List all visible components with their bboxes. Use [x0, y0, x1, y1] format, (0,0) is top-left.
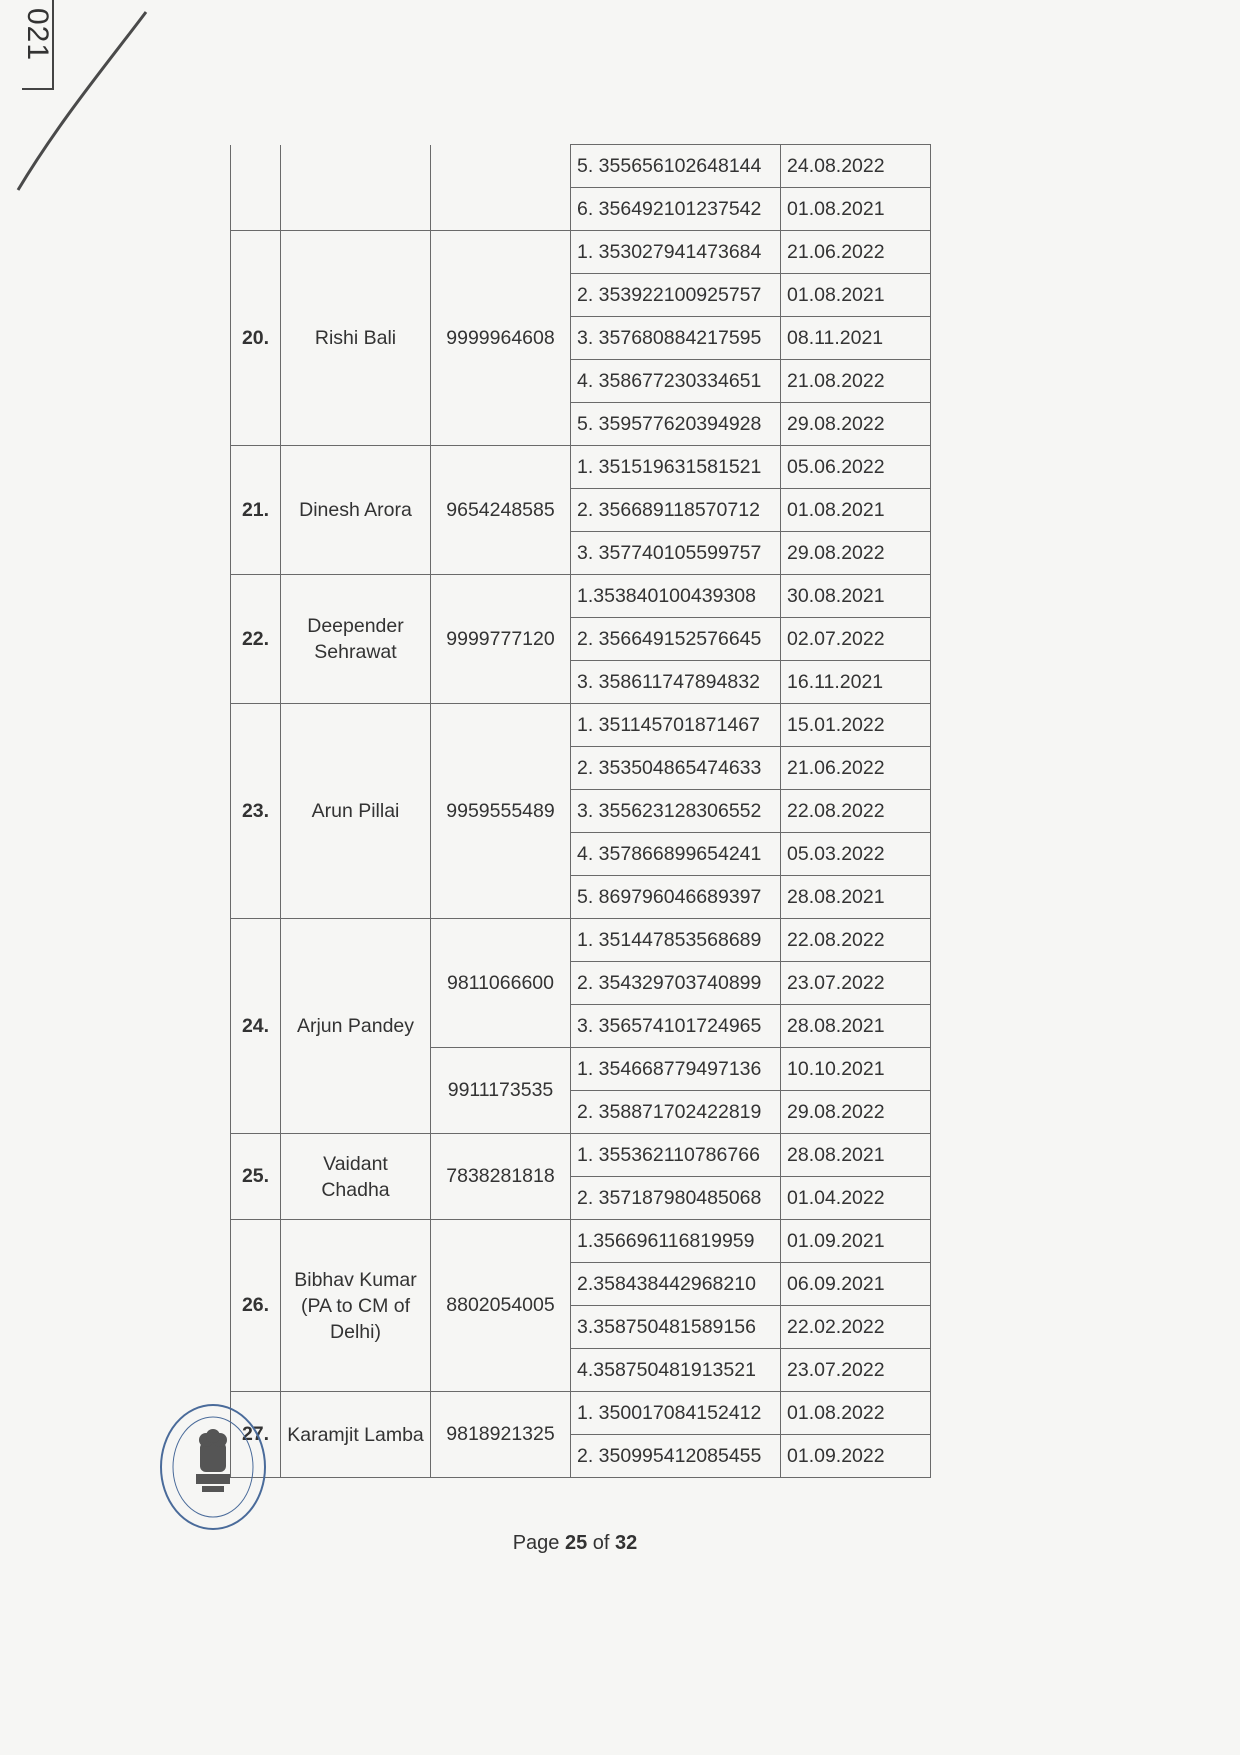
usage-date: 08.11.2021: [781, 317, 931, 360]
person-name: Arjun Pandey: [281, 919, 431, 1134]
table-row: [231, 1134, 931, 1177]
usage-date: 01.09.2021: [781, 1220, 931, 1263]
imei-number: 1. 351447853568689: [571, 919, 781, 962]
usage-date: 01.08.2022: [781, 1392, 931, 1435]
imei-number: 1.356696116819959: [571, 1220, 781, 1263]
footer-of: of: [592, 1532, 610, 1554]
imei-number: 2. 350995412085455: [571, 1435, 781, 1478]
usage-date: 22.02.2022: [781, 1306, 931, 1349]
serial-number: [231, 145, 281, 231]
phone-number: 9818921325: [431, 1392, 571, 1478]
usage-date: 22.08.2022: [781, 790, 931, 833]
serial-number: 25.: [231, 1134, 281, 1220]
usage-date: 01.08.2021: [781, 188, 931, 231]
phone-number: 9911173535: [431, 1048, 571, 1134]
phone-number: 9999964608: [431, 231, 571, 446]
imei-number: 1. 353027941473684: [571, 231, 781, 274]
footer-total-pages: 32: [615, 1532, 638, 1554]
imei-number: 1. 350017084152412: [571, 1392, 781, 1435]
serial-number: 21.: [231, 446, 281, 575]
usage-date: 10.10.2021: [781, 1048, 931, 1091]
imei-number: 1. 355362110786766: [571, 1134, 781, 1177]
serial-number: 24.: [231, 919, 281, 1134]
person-name: Bibhav Kumar (PA to CM of Delhi): [281, 1220, 431, 1392]
imei-number: 5. 359577620394928: [571, 403, 781, 446]
person-name: Deepender Sehrawat: [281, 575, 431, 704]
serial-number: 23.: [231, 704, 281, 919]
imei-number: 3.358750481589156: [571, 1306, 781, 1349]
person-name: Karamjit Lamba: [281, 1392, 431, 1478]
usage-date: 23.07.2022: [781, 962, 931, 1005]
imei-number: 4. 358677230334651: [571, 360, 781, 403]
usage-date: 28.08.2021: [781, 876, 931, 919]
usage-date: 29.08.2022: [781, 403, 931, 446]
table-row: [231, 446, 931, 489]
imei-number: 6. 356492101237542: [571, 188, 781, 231]
usage-date: 21.06.2022: [781, 747, 931, 790]
imei-number: 2. 356649152576645: [571, 618, 781, 661]
usage-date: 01.04.2022: [781, 1177, 931, 1220]
usage-date: 21.08.2022: [781, 360, 931, 403]
phone-number: [431, 145, 571, 231]
serial-number: 22.: [231, 575, 281, 704]
imei-number: 4. 357866899654241: [571, 833, 781, 876]
usage-date: 24.08.2022: [781, 145, 931, 188]
table-row: [231, 575, 931, 618]
table-row: [231, 919, 931, 962]
person-name: Arun Pillai: [281, 704, 431, 919]
phone-number: 9959555489: [431, 704, 571, 919]
serial-number: 27.: [231, 1392, 281, 1478]
imei-number: 2. 358871702422819: [571, 1091, 781, 1134]
phone-number: 9811066600: [431, 919, 571, 1048]
records-body: [231, 145, 931, 1478]
imei-number: 2. 353504865474633: [571, 747, 781, 790]
imei-records-table: [230, 144, 931, 1478]
phone-number: 8802054005: [431, 1220, 571, 1392]
imei-number: 3. 358611747894832: [571, 661, 781, 704]
phone-number: 9999777120: [431, 575, 571, 704]
usage-date: 22.08.2022: [781, 919, 931, 962]
imei-number: 4.358750481913521: [571, 1349, 781, 1392]
table-row: [231, 145, 931, 188]
corner-mark: 021: [21, 8, 54, 62]
usage-date: 28.08.2021: [781, 1005, 931, 1048]
usage-date: 28.08.2021: [781, 1134, 931, 1177]
usage-date: 06.09.2021: [781, 1263, 931, 1306]
imei-number: 1. 351145701871467: [571, 704, 781, 747]
person-name: Dinesh Arora: [281, 446, 431, 575]
footer-page-number: 25: [564, 1532, 588, 1554]
usage-date: 01.09.2022: [781, 1435, 931, 1478]
footer-prefix: Page: [512, 1532, 560, 1554]
imei-number: 3. 357740105599757: [571, 532, 781, 575]
table-row: [231, 704, 931, 747]
usage-date: 21.06.2022: [781, 231, 931, 274]
imei-number: 5. 869796046689397: [571, 876, 781, 919]
usage-date: 15.01.2022: [781, 704, 931, 747]
imei-number: 5. 355656102648144: [571, 145, 781, 188]
imei-number: 3. 356574101724965: [571, 1005, 781, 1048]
imei-number: 3. 355623128306552: [571, 790, 781, 833]
page-footer: [0, 1532, 1150, 1555]
table-row: [231, 231, 931, 274]
usage-date: 30.08.2021: [781, 575, 931, 618]
imei-number: 2.358438442968210: [571, 1263, 781, 1306]
usage-date: 02.07.2022: [781, 618, 931, 661]
usage-date: 01.08.2021: [781, 489, 931, 532]
imei-number: 2. 356689118570712: [571, 489, 781, 532]
table-row: [231, 1220, 931, 1263]
imei-number: 1. 351519631581521: [571, 446, 781, 489]
person-name: [281, 145, 431, 231]
usage-date: 16.11.2021: [781, 661, 931, 704]
usage-date: 23.07.2022: [781, 1349, 931, 1392]
person-name: Vaidant Chadha: [281, 1134, 431, 1220]
table-row: [231, 1392, 931, 1435]
imei-number: 1.353840100439308: [571, 575, 781, 618]
phone-number: 9654248585: [431, 446, 571, 575]
person-name: Rishi Bali: [281, 231, 431, 446]
imei-number: 3. 357680884217595: [571, 317, 781, 360]
imei-number: 2. 357187980485068: [571, 1177, 781, 1220]
pen-stroke: [0, 0, 160, 200]
phone-number: 7838281818: [431, 1134, 571, 1220]
imei-number: 1. 354668779497136: [571, 1048, 781, 1091]
usage-date: 05.03.2022: [781, 833, 931, 876]
official-seal-icon: [158, 1402, 268, 1532]
serial-number: 20.: [231, 231, 281, 446]
usage-date: 29.08.2022: [781, 532, 931, 575]
usage-date: 05.06.2022: [781, 446, 931, 489]
imei-number: 2. 354329703740899: [571, 962, 781, 1005]
usage-date: 01.08.2021: [781, 274, 931, 317]
serial-number: 26.: [231, 1220, 281, 1392]
imei-number: 2. 353922100925757: [571, 274, 781, 317]
usage-date: 29.08.2022: [781, 1091, 931, 1134]
